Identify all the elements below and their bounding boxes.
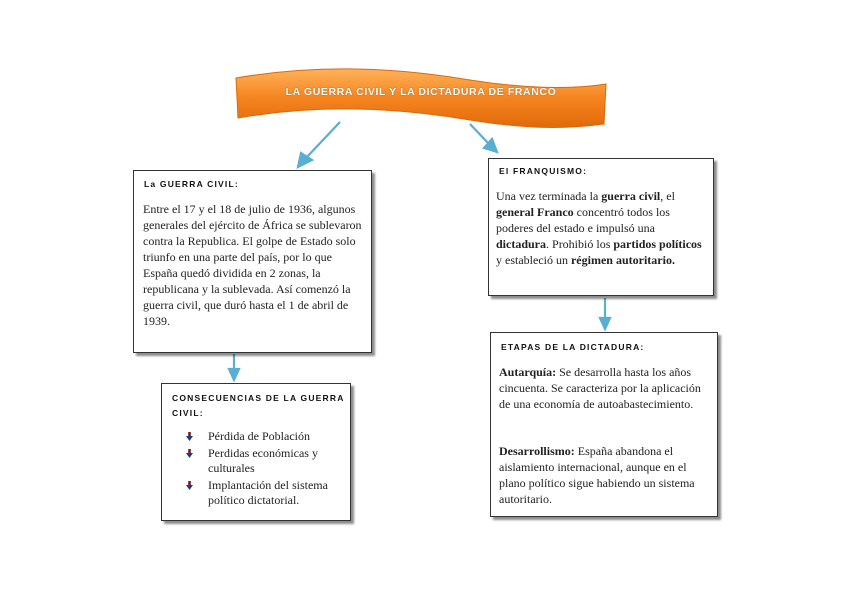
autarquia-paragraph <box>499 364 713 412</box>
autarquia-text: Se desarrolla hasta los años cincuenta. Se caracteriza por la aplicación de una economía de autoabastecimiento. <box>499 365 701 411</box>
etapas-header: ETAPAS DE LA DICTADURA: <box>501 342 645 352</box>
desarrollismo-text: España abandona el aislamiento internacional, aunque en el plano político sigue habiendo un sistema autoritario. <box>499 444 695 506</box>
list-item <box>176 446 348 477</box>
list-item-text: Implantación del sistema político dictatorial. <box>208 477 328 507</box>
list-item <box>176 429 348 445</box>
franquismo-text: Una vez terminada la guerra civil, el general Franco concentró todos los poderes del estado e impulsó una dictadura. Prohibió los partidos políticos y estableció un régimen autoritario. <box>496 189 702 267</box>
desarrollismo-paragraph <box>499 443 713 507</box>
guerra-civil-box <box>133 170 372 353</box>
franquismo-box <box>488 158 714 296</box>
connector-arrow-right <box>470 124 489 144</box>
arrow-bullet-icon <box>186 432 193 441</box>
consecuencias-header: CONSECUENCIAS DE LA GUERRA CIVIL: <box>172 393 345 418</box>
arrow-bullet-icon <box>186 449 193 458</box>
connector-arrow-left <box>306 122 340 158</box>
etapas-box <box>490 332 718 517</box>
autarquia-label: Autarquía: <box>499 365 557 379</box>
title-banner <box>236 69 606 128</box>
consecuencias-list <box>176 429 348 510</box>
franquismo-header: El FRANQUISMO: <box>499 166 588 176</box>
arrow-bullet-icon <box>186 481 193 490</box>
arrowhead-down-right <box>600 318 610 329</box>
guerra-civil-header: La GUERRA CIVIL: <box>144 179 239 189</box>
diagram-title: LA GUERRA CIVIL Y LA DICTADURA DE FRANCO <box>285 86 557 98</box>
list-item <box>176 478 348 509</box>
guerra-civil-text: Entre el 17 y el 18 de julio de 1936, algunos generales del ejército de África se sublevaron contra la Republica. El golpe de Estado solo triunfo en una parte del país, por lo que España quedó dividida en 2 zonas, la republicana y la sublevada. Así comenzó la guerra civil, que duró hasta el 1 de abril de 1939. <box>143 202 362 328</box>
consecuencias-box <box>161 383 351 521</box>
list-item-text: Perdidas económicas y culturales <box>208 445 318 475</box>
list-item-text: Pérdida de Población <box>208 429 310 443</box>
arrowhead-down-left <box>229 369 239 380</box>
desarrollismo-label: Desarrollismo: <box>499 444 575 458</box>
